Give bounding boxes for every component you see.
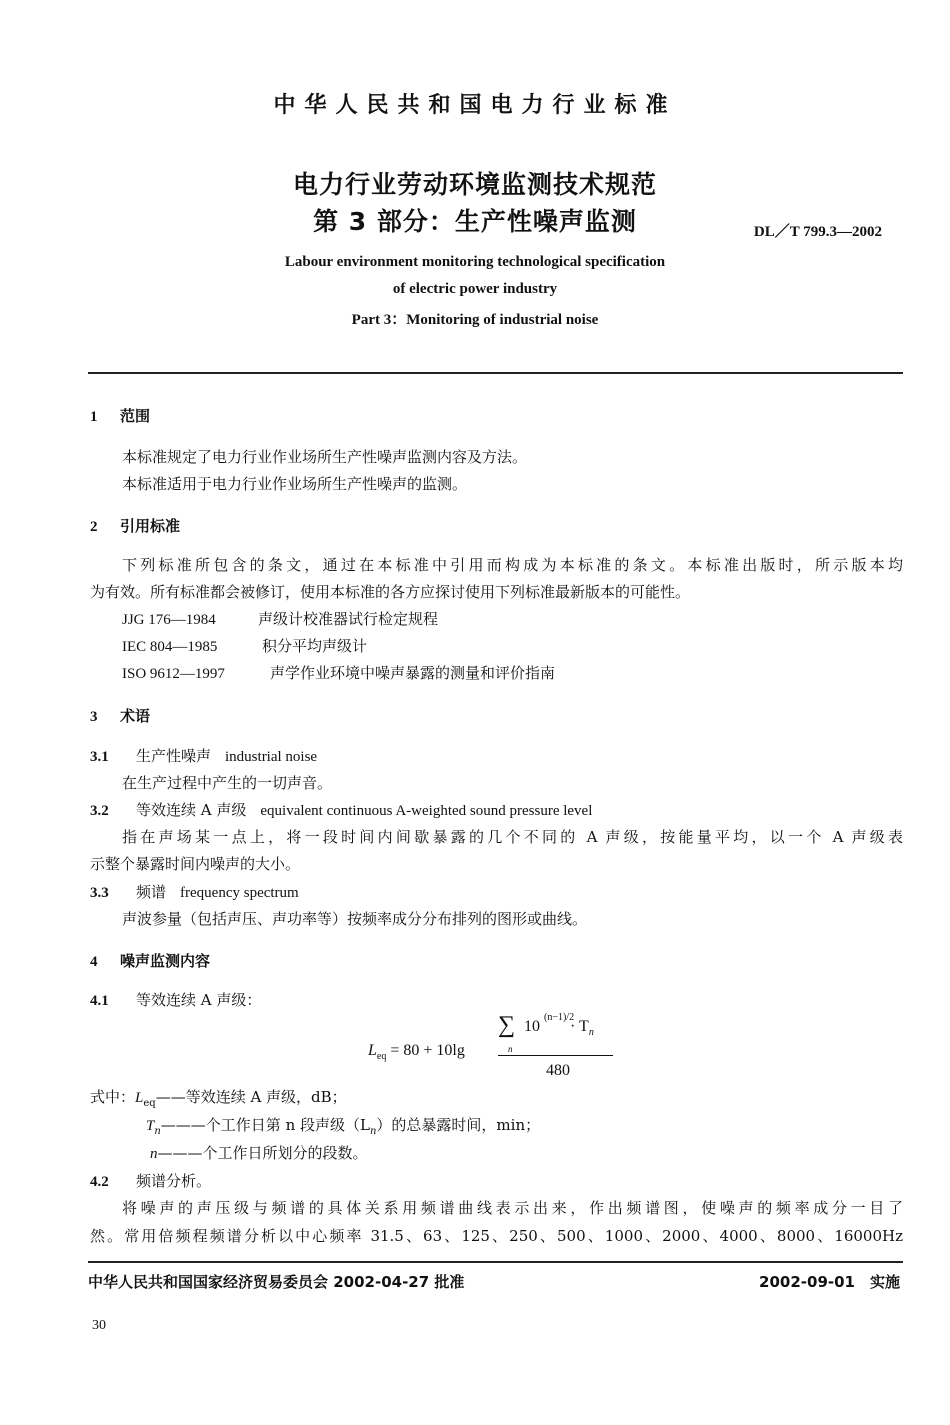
document-title-line2: 第 3 部分：生产性噪声监测 xyxy=(313,207,637,236)
formula-denominator: 480 xyxy=(546,1062,570,1079)
symbol: T xyxy=(146,1118,155,1134)
standard-number: DL／T 799.3—2002 xyxy=(753,224,882,240)
section-1-heading xyxy=(90,405,150,426)
footer-divider xyxy=(88,1261,903,1263)
term-number: 3.2 xyxy=(90,803,109,819)
symbol-description: ———个工作日所划分的段数。 xyxy=(157,1144,368,1162)
reference-item xyxy=(122,636,367,657)
term-definition: 声波参量（包括声压、声功率等）按频率成分分布排列的图形或曲线。 xyxy=(122,910,588,928)
english-title-line1: Labour environment monitoring technological specification xyxy=(284,254,666,270)
term-3-3 xyxy=(90,882,299,903)
reference-item xyxy=(122,609,438,630)
section-title: 范围 xyxy=(120,407,151,425)
term-english: frequency spectrum xyxy=(180,885,299,901)
term-chinese: 生产性噪声 xyxy=(136,747,212,765)
reference-code: JJG 176—1984 xyxy=(122,612,216,628)
term-number: 3.3 xyxy=(90,885,109,901)
section-title: 噪声监测内容 xyxy=(120,952,211,970)
section-2-heading xyxy=(90,515,180,536)
symbol-description: ——等效连续 A 声级，dB； xyxy=(155,1088,347,1106)
subsection-title: 频谱分析。 xyxy=(136,1172,212,1190)
standard-organization: 中华人民共和国电力行业标准 xyxy=(273,93,677,118)
section-3-heading xyxy=(90,705,150,726)
implementation-date: 2002-09-01 实施 xyxy=(759,1273,900,1291)
term-number: 3.1 xyxy=(90,749,109,765)
term-definition: 示整个暴露时间内噪声的大小。 xyxy=(90,855,301,873)
english-title-line2: of electric power industry xyxy=(392,281,558,297)
reference-code: ISO 9612—1997 xyxy=(122,666,225,682)
paragraph: 本标准适用于电力行业作业场所生产性噪声的监测。 xyxy=(122,475,468,493)
approval-line: 中华人民共和国国家经济贸易委员会 2002-04-27 批准 xyxy=(88,1273,465,1291)
term-chinese: 等效连续 A 声级 xyxy=(136,801,247,819)
subsection-4-2 xyxy=(90,1171,211,1192)
where-line xyxy=(146,1115,540,1142)
term-chinese: 频谱 xyxy=(136,883,167,901)
symbol-description-tail: ）的总暴露时间，min； xyxy=(376,1116,541,1134)
subsection-number: 4.2 xyxy=(90,1174,109,1190)
symbol: L xyxy=(135,1090,144,1106)
symbol: n xyxy=(150,1146,158,1162)
symbol-subscript: n xyxy=(154,1126,161,1137)
symbol-description: ———个工作日第 n 段声级（L xyxy=(160,1116,370,1134)
section-title: 术语 xyxy=(120,707,151,725)
term-3-1 xyxy=(90,746,317,767)
leq-formula xyxy=(368,1012,648,1082)
term-definition: 指在声场某一点上，将一段时间内间歇暴露的几个不同的 A 声级，按能量平均，以一个 A 声级表 xyxy=(122,828,903,846)
header-divider xyxy=(88,372,903,374)
paragraph-line: 然。常用倍频程频谱分析以中心频率 31.5、63、125、250、500、1000、2000、4000、8000、16000Hz xyxy=(90,1227,903,1245)
page-number: 30 xyxy=(92,1318,106,1333)
reference-title: 声级计校准器试行检定规程 xyxy=(258,610,439,628)
section-number: 4 xyxy=(90,954,98,970)
where-line xyxy=(150,1143,368,1164)
where-prefix: 式中： xyxy=(90,1088,136,1106)
subsection-number: 4.1 xyxy=(90,993,109,1009)
formula-lhs: $L_{eq} = 80 + 10\lg$ xyxy=(368,1042,465,1063)
where-line xyxy=(90,1087,347,1114)
paragraph-line: 为有效。所有标准都会被修订，使用本标准的各方应探讨使用下列标准最新版本的可能性。 xyxy=(90,583,691,601)
section-number: 3 xyxy=(90,709,98,725)
term-3-2 xyxy=(90,800,592,821)
document-title-line1: 电力行业劳动环境监测技术规范 xyxy=(292,170,657,199)
symbol-subscript: n xyxy=(369,1126,377,1137)
symbol-subscript: eq xyxy=(143,1098,156,1109)
paragraph-line: 将噪声的声压级与频谱的具体关系用频谱曲线表示出来，作出频谱图，使噪声的频率成分一目了 xyxy=(122,1199,903,1217)
term-definition: 在生产过程中产生的一切声音。 xyxy=(122,774,333,792)
term-english: equivalent continuous A-weighted sound pressure level xyxy=(260,803,593,819)
formula-numerator: $10 \cdot T_n$ xyxy=(524,1018,594,1039)
section-number: 2 xyxy=(90,519,98,535)
summation-symbol: ∑ xyxy=(498,1012,516,1038)
subsection-4-1 xyxy=(90,990,261,1011)
paragraph-line: 下列标准所包含的条文，通过在本标准中引用而构成为本标准的条文。本标准出版时，所示版本均 xyxy=(122,556,903,574)
english-title-line3: Part 3：Monitoring of industrial noise xyxy=(351,312,599,328)
subsection-title: 等效连续 A 声级： xyxy=(136,991,262,1009)
formula-exponent: (n−1)/2 xyxy=(544,1012,575,1023)
reference-item xyxy=(122,663,555,684)
summation-index: n xyxy=(508,1044,513,1054)
reference-code: IEC 804—1985 xyxy=(122,639,218,655)
term-english: industrial noise xyxy=(225,749,318,765)
reference-title: 积分平均声级计 xyxy=(262,637,368,655)
reference-title: 声学作业环境中噪声暴露的测量和评价指南 xyxy=(270,664,556,682)
paragraph: 本标准规定了电力行业作业场所生产性噪声监测内容及方法。 xyxy=(122,448,528,466)
section-number: 1 xyxy=(90,409,98,425)
section-4-heading xyxy=(90,950,210,971)
fraction-bar xyxy=(498,1055,613,1056)
section-title: 引用标准 xyxy=(120,517,181,535)
